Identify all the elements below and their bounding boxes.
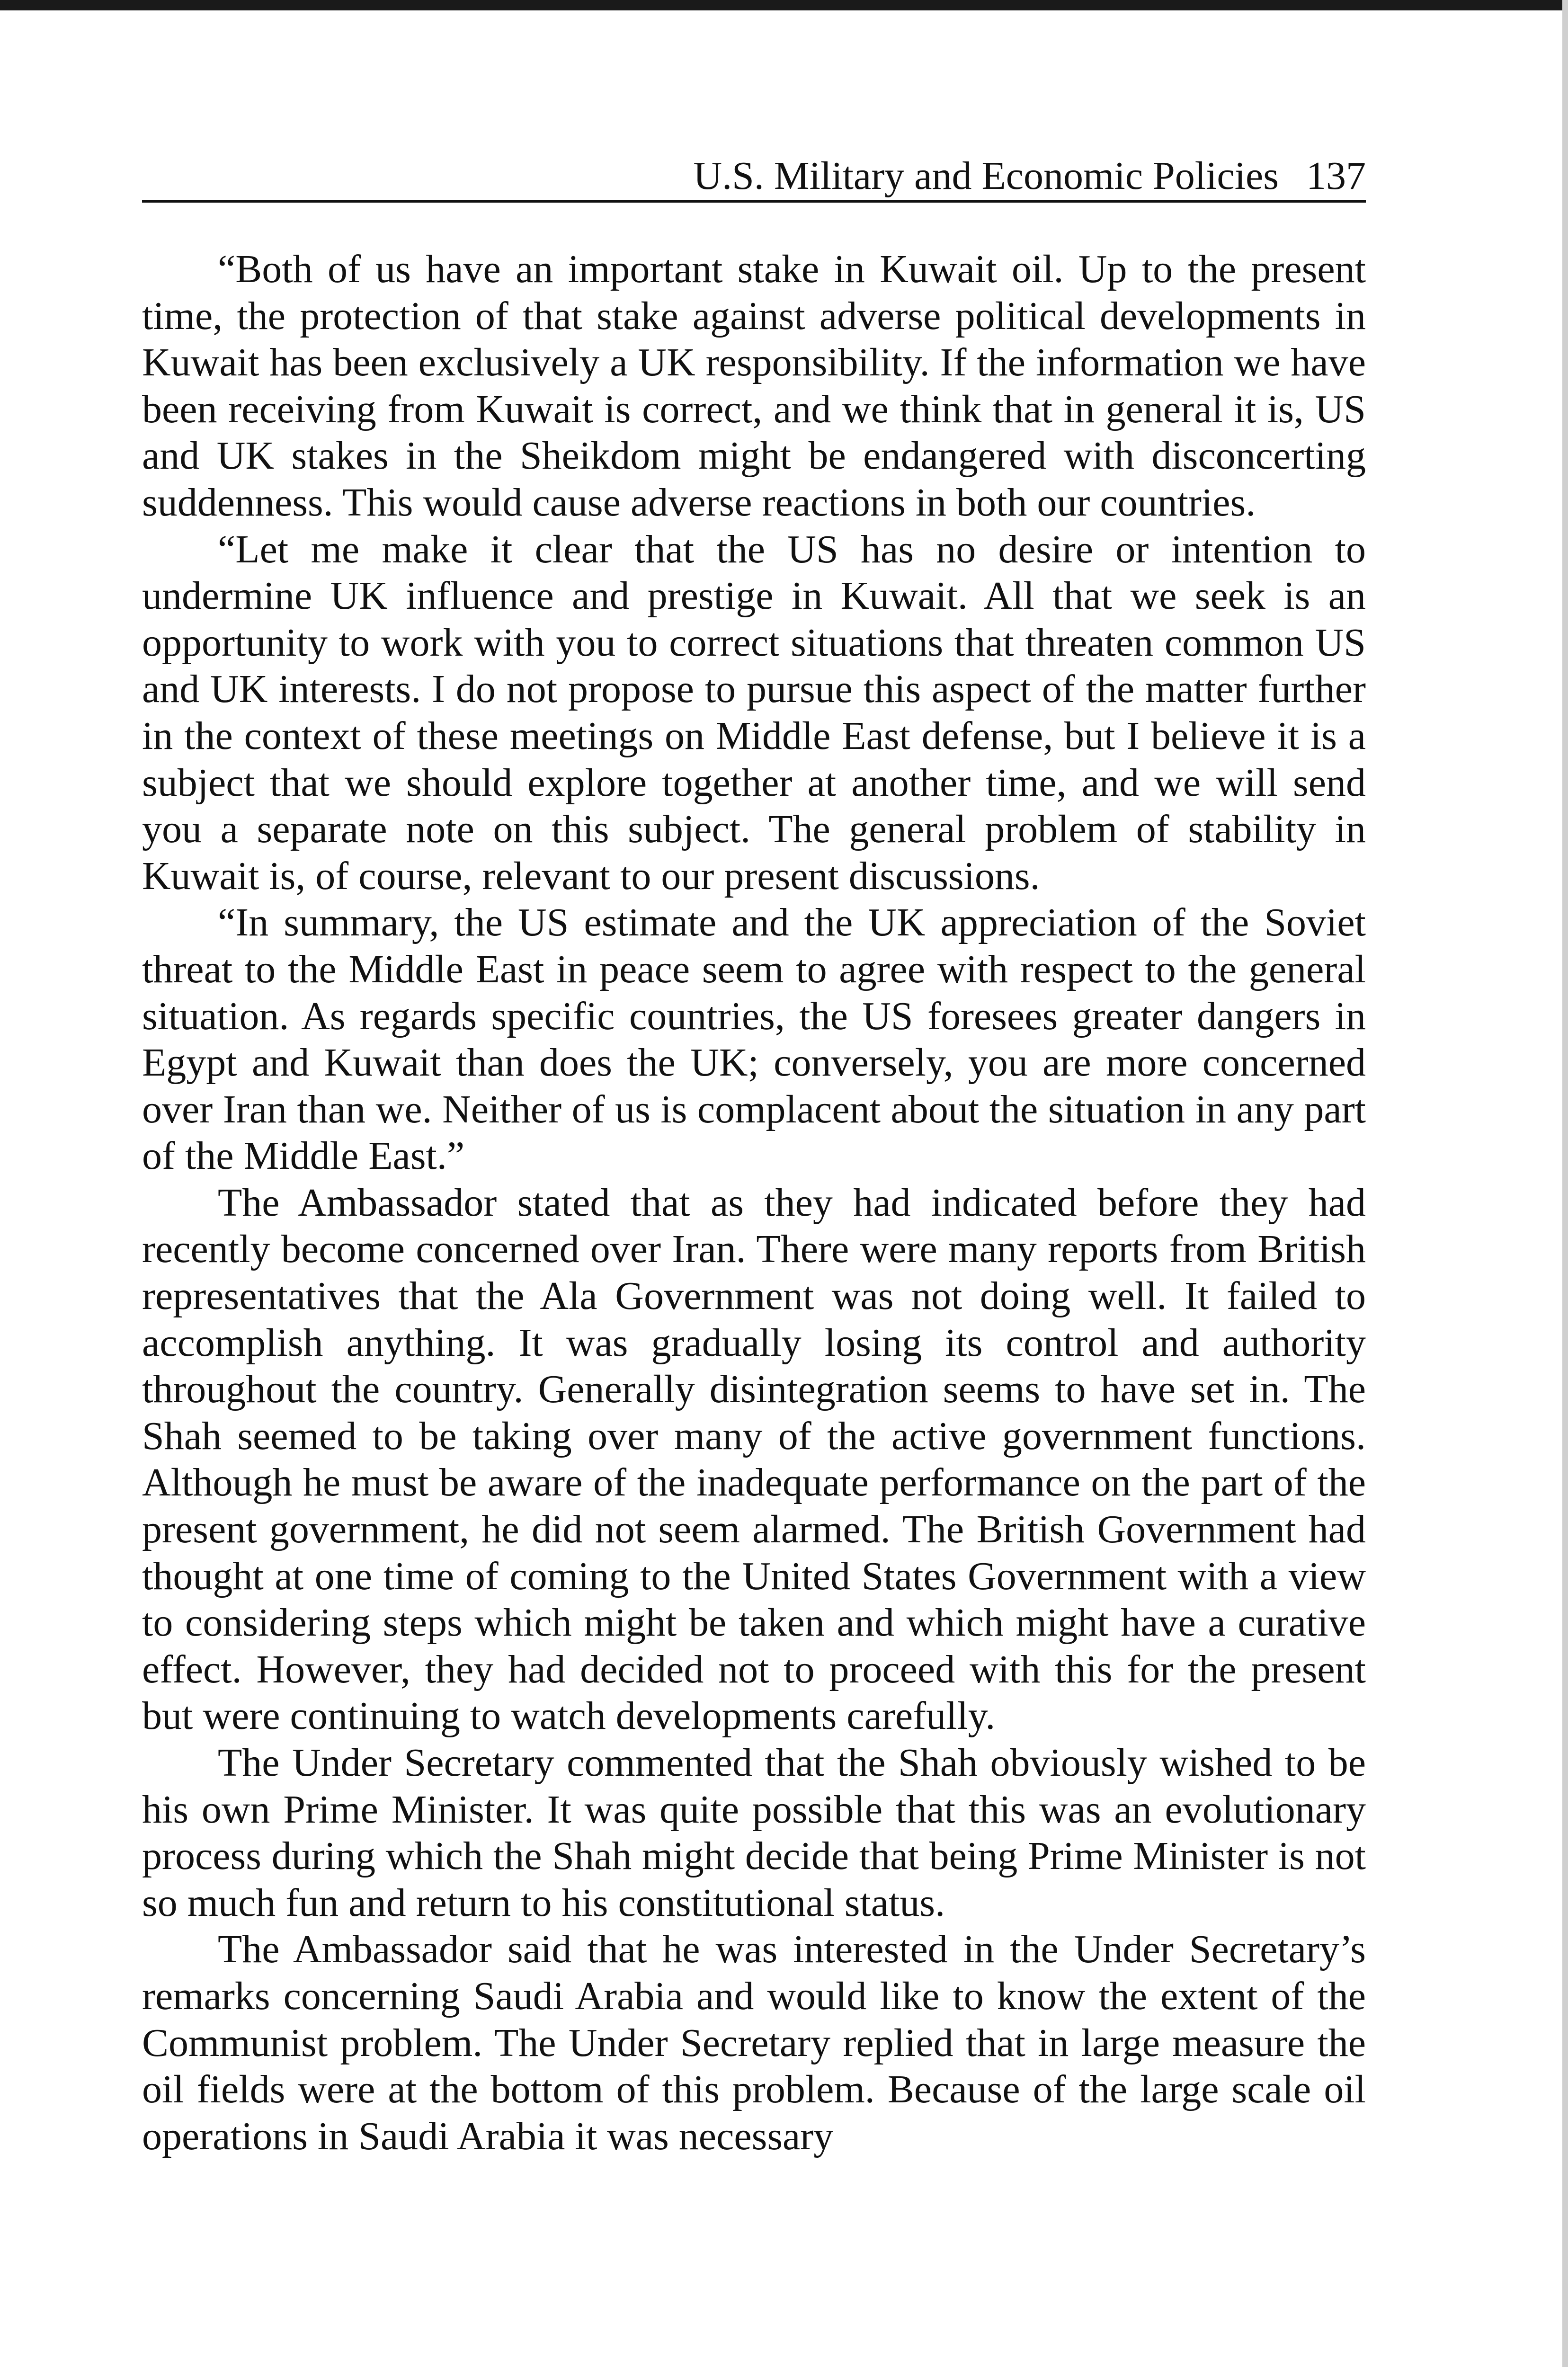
paragraph: “In summary, the US estimate and the UK appreciation of the Soviet threat to the Middle East in peace seem to agree with respect to the general situation. As regards specific countries, the US foresees greater dangers in Egypt and Kuwait than does the UK; conversely, you are more concerned over Iran than we. Neither of us is complacent about the situation in any part of the Middle East.” bbox=[142, 900, 1366, 1178]
paragraph: “Both of us have an important stake in Kuwait oil. Up to the present time, the protection of that stake against adverse political developments in Kuwait has been exclusively a UK responsibility. If the information we have been receiving from Kuwait is correct, and we think that in general it is, US and UK stakes in the Sheikdom might be endangered with disconcerting suddenness. This would cause adverse reactions in both our countries. bbox=[142, 247, 1366, 525]
page-header bbox=[142, 151, 1366, 203]
page-number: 137 bbox=[1306, 154, 1366, 198]
paragraph: “Let me make it clear that the US has no desire or intention to undermine UK influence and prestige in Kuwait. All that we seek is an opportunity to work with you to correct situations that threaten common US and UK interests. I do not propose to pursue this aspect of the matter further in the context of these meetings on Middle East defense, but I believe it is a subject that we should explore together at another time, and we will send you a separate note on this subject. The general problem of stability in Kuwait is, of course, relevant to our present discussions. bbox=[142, 527, 1366, 898]
paragraph: The Ambassador stated that as they had indicated before they had recently become concerned over Iran. There were many reports from British representatives that the Ala Government was not doing well. It failed to accomplish anything. It was gradually losing its control and authority throughout the country. Generally disintegration seems to have set in. The Shah seemed to be taking over many of the active government functions. Although he must be aware of the inadequate performance on the part of the present government, he did not seem alarmed. The British Government had thought at one time of coming to the United States Government with a view to considering steps which might be taken and which might have a curative effect. However, they had decided not to proceed with this for the present but were continuing to watch developments carefully. bbox=[142, 1180, 1366, 1738]
page-top-edge bbox=[0, 0, 1568, 10]
running-title: U.S. Military and Economic Policies bbox=[693, 154, 1279, 198]
page-right-edge bbox=[1562, 0, 1568, 2367]
body-text bbox=[142, 246, 1366, 2160]
paragraph: The Under Secretary commented that the Shah obviously wished to be his own Prime Minister. It was quite possible that this was an evolutionary process during which the Shah might decide that being Prime Minister is not so much fun and return to his constitutional status. bbox=[142, 1741, 1366, 1925]
paragraph: The Ambassador said that he was interested in the Under Secretary’s remarks concerning Saudi Arabia and would like to know the extent of the Communist problem. The Under Secretary replied that in large measure the oil fields were at the bottom of this problem. Because of the large scale oil operations in Saudi Arabia it was necessary bbox=[142, 1927, 1366, 2158]
